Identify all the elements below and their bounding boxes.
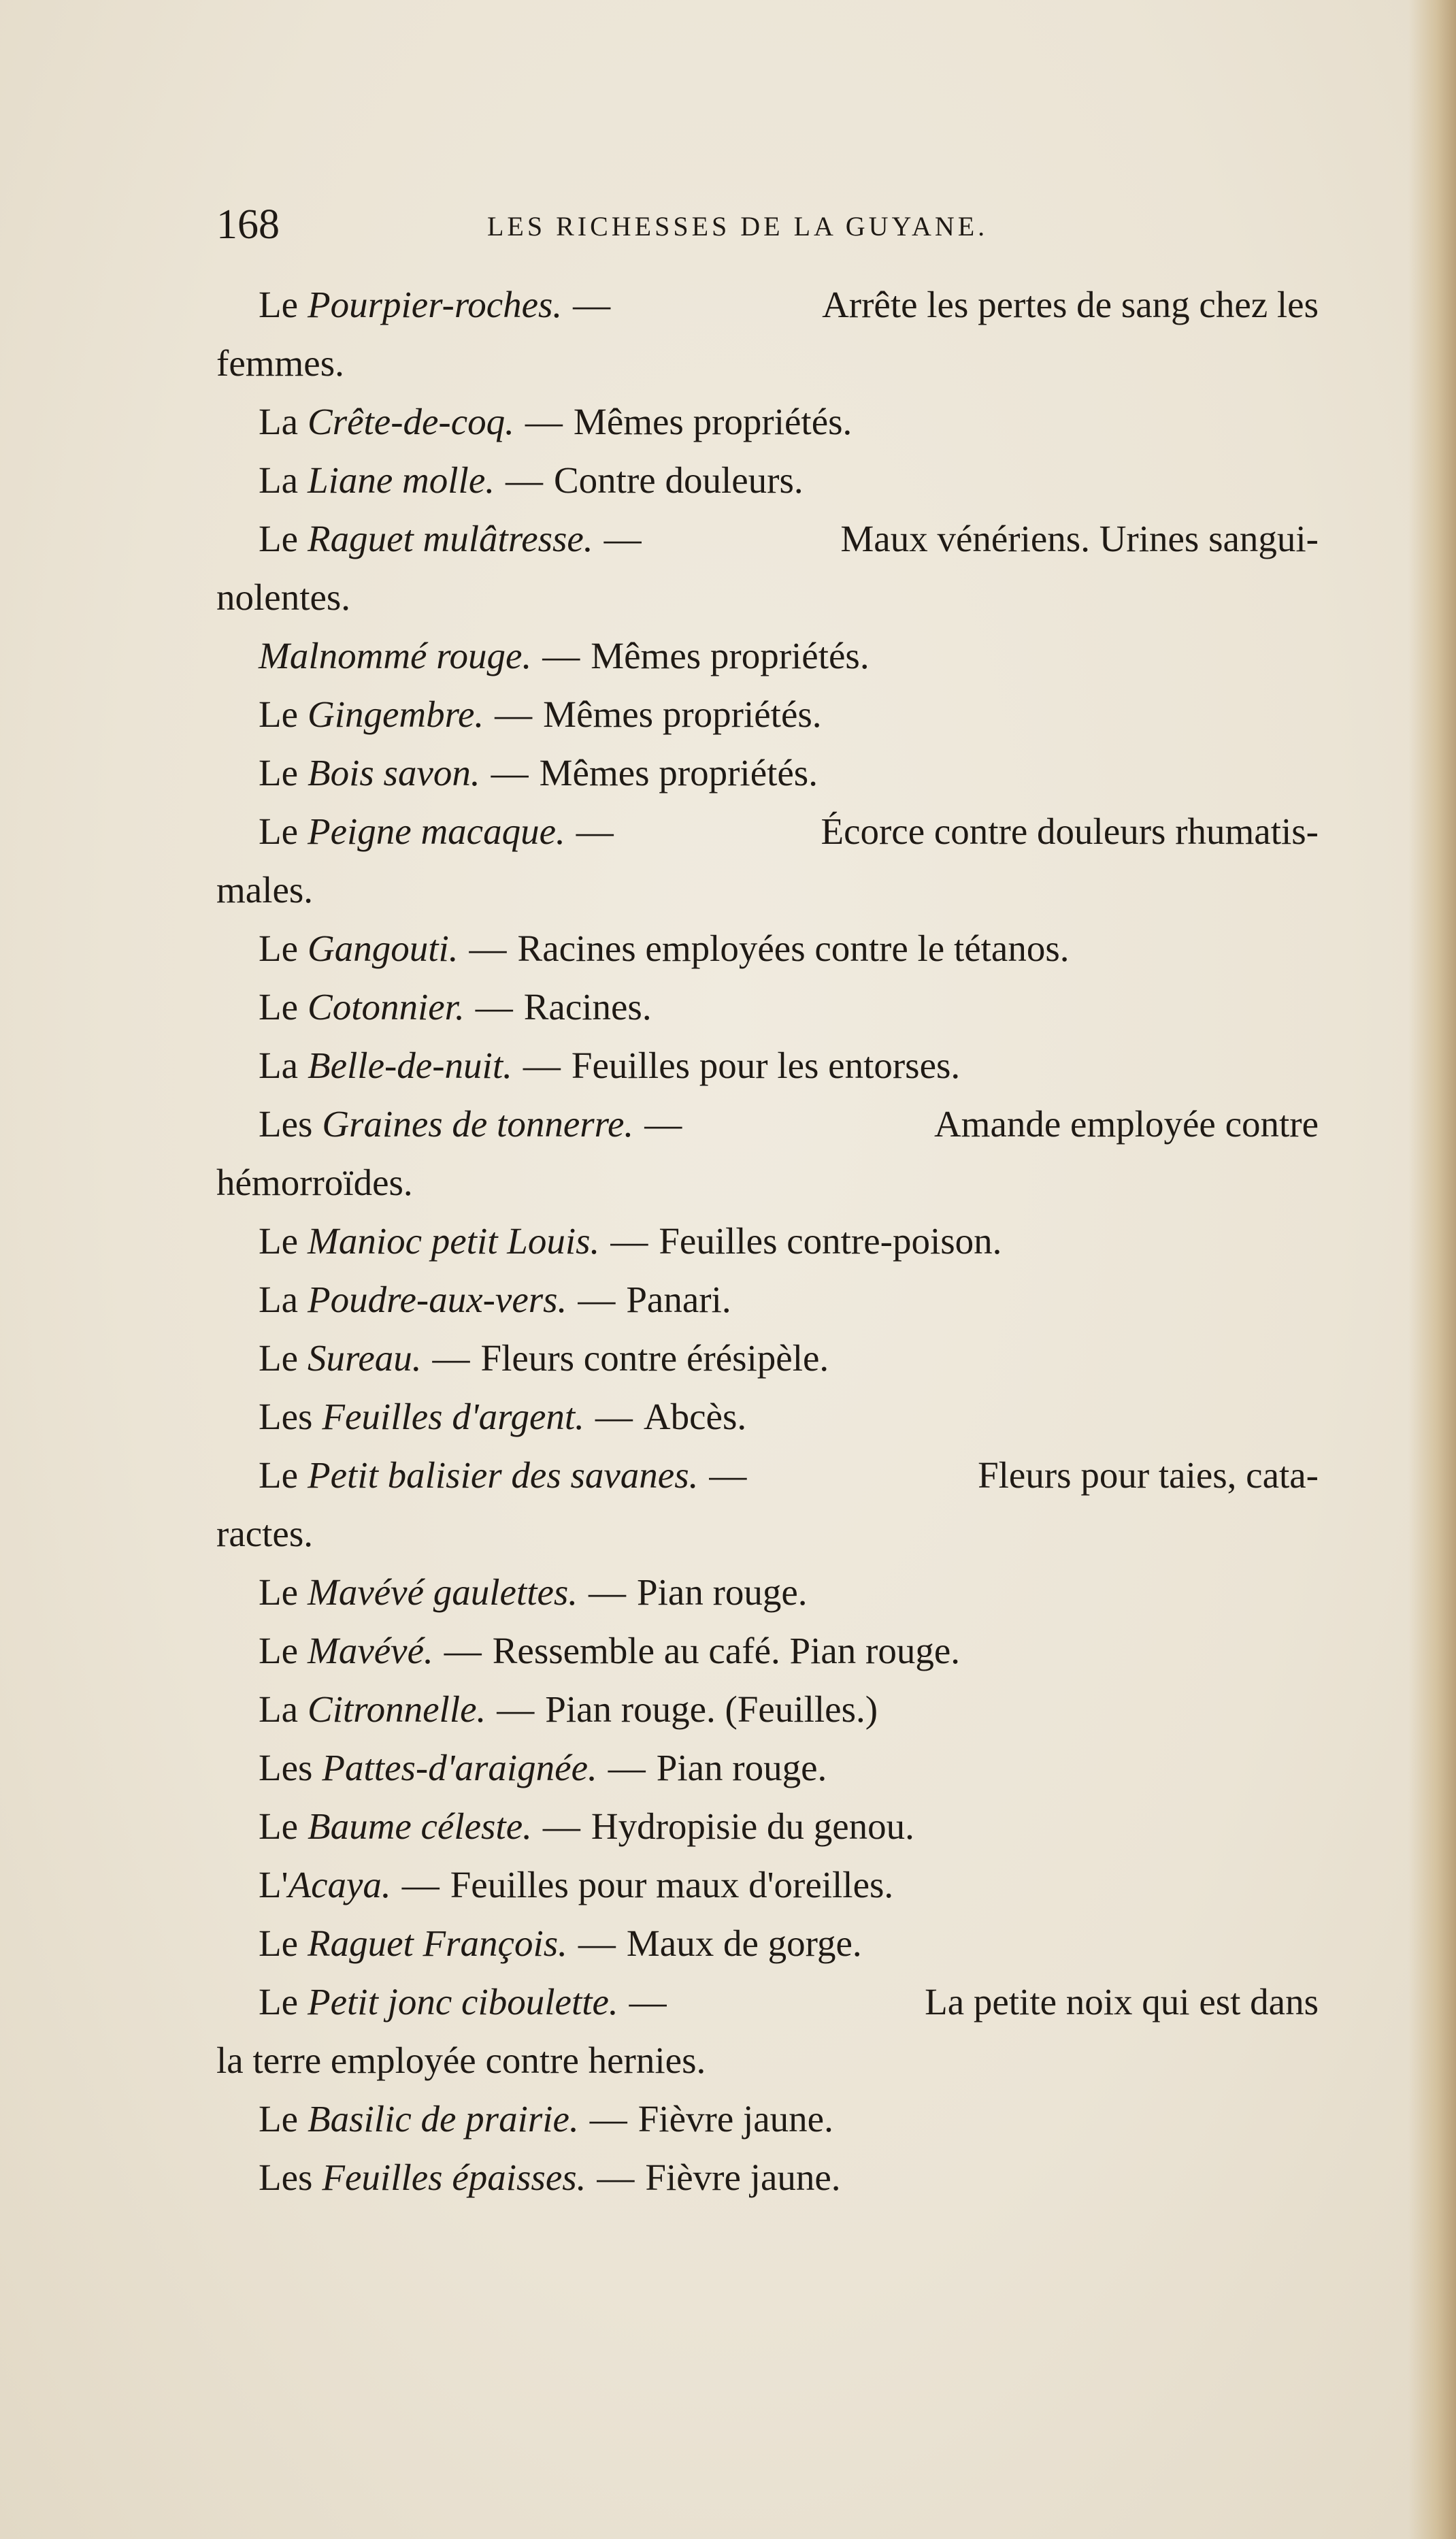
entry-line: Le Raguet François. — Maux de gorge.: [259, 1922, 862, 1964]
remedy-entry: [216, 1212, 1319, 1271]
remedy-entry: [216, 1973, 1319, 2090]
entry-description: Abcès.: [643, 1396, 747, 1437]
remedy-entry: [216, 1622, 1319, 1680]
entry-description: Pian rouge.: [656, 1747, 827, 1788]
plant-name: Citronnelle.: [308, 1688, 486, 1730]
plant-name: Graines de tonnerre.: [322, 1103, 634, 1145]
entry-description: Panari.: [626, 1279, 731, 1320]
plant-name: Acaya.: [288, 1864, 391, 1905]
remedy-entry: [216, 276, 1319, 393]
entry-description: Maux de gorge.: [626, 1922, 862, 1964]
entry-description: Racines employées contre le tétanos.: [517, 928, 1070, 969]
remedy-entry: [216, 1271, 1319, 1329]
entry-article: Les: [259, 2157, 313, 2198]
entry-article: Le: [259, 518, 299, 559]
remedy-entry: [216, 1797, 1319, 1856]
plant-name: Bois savon.: [308, 752, 480, 793]
remedy-entry: [216, 685, 1319, 744]
plant-name: Sureau.: [308, 1337, 422, 1379]
plant-name: Belle-de-nuit.: [308, 1045, 512, 1086]
plant-name: Crête-de-coq.: [308, 401, 514, 442]
plant-name: Baume céleste.: [308, 1805, 532, 1847]
plant-name: Gangouti.: [308, 928, 459, 969]
plant-name: Petit jonc ciboulette.: [308, 1981, 618, 2022]
entry-line: Le Gingembre. — Mêmes propriétés.: [259, 693, 822, 735]
entry-description: Fleurs pour taies, cata-: [978, 1454, 1319, 1496]
entry-description: Écorce contre douleurs rhumatis-: [821, 810, 1319, 852]
entry-article: Le: [259, 1571, 299, 1613]
entry-line: Le Manioc petit Louis. — Feuilles contre-poison.: [259, 1220, 1002, 1262]
plant-name: Pourpier-roches.: [308, 284, 563, 325]
plant-name: Feuilles d'argent.: [322, 1396, 584, 1437]
entry-description: Amande employée contre: [933, 1103, 1319, 1145]
entry-description: Mêmes propriétés.: [543, 693, 822, 735]
remedy-entry: [216, 1329, 1319, 1388]
entry-continuation: hémorroïdes.: [216, 1162, 413, 1203]
plant-name: Manioc petit Louis.: [308, 1220, 600, 1262]
entry-line: La Poudre-aux-vers. — Panari.: [259, 1279, 731, 1320]
entry-continuation: males.: [216, 869, 314, 911]
entry-article: Le: [259, 1922, 299, 1964]
remedy-entry: [216, 2148, 1319, 2207]
entry-line: La Crête-de-coq. — Mêmes propriétés.: [259, 401, 853, 442]
entry-article: Le: [259, 1981, 299, 2022]
plant-name: Cotonnier.: [308, 986, 465, 1028]
entry-line: Le Mavévé. — Ressemble au café. Pian rouge.: [259, 1630, 960, 1671]
entry-continuation: nolentes.: [216, 576, 351, 618]
entry-article: Le: [259, 1454, 299, 1496]
remedy-entry: [216, 1680, 1319, 1739]
remedy-entry: [216, 627, 1319, 685]
entry-description: Feuilles pour maux d'oreilles.: [450, 1864, 894, 1905]
remedy-entry: [216, 1739, 1319, 1797]
entry-description: Pian rouge. (Feuilles.): [545, 1688, 878, 1730]
entry-line: Le Cotonnier. — Racines.: [259, 986, 652, 1028]
entry-line: Les Graines de tonnerre. — Amande employée contre: [216, 1095, 1319, 1153]
plant-name: Mavévé.: [308, 1630, 433, 1671]
running-title: LES RICHESSES DE LA GUYANE.: [487, 211, 989, 242]
entry-description: Fleurs contre érésipèle.: [480, 1337, 829, 1379]
plant-name: Poudre-aux-vers.: [308, 1279, 567, 1320]
entry-line: Les Pattes-d'araignée. — Pian rouge.: [259, 1747, 827, 1788]
entry-line: Le Bois savon. — Mêmes propriétés.: [259, 752, 818, 793]
entry-description: Mêmes propriétés.: [573, 401, 853, 442]
entry-article: La: [259, 1045, 299, 1086]
entry-line: La Belle-de-nuit. — Feuilles pour les entorses.: [259, 1045, 961, 1086]
entry-description: Feuilles contre-poison.: [659, 1220, 1002, 1262]
entry-line: Le Basilic de prairie. — Fièvre jaune.: [259, 2098, 833, 2140]
entry-line: Le Baume céleste. — Hydropisie du genou.: [259, 1805, 914, 1847]
page-number: 168: [216, 201, 280, 248]
entry-article: Le: [259, 1337, 299, 1379]
entry-line: Le Peigne macaque. — Écorce contre douleurs rhumatis-: [216, 802, 1319, 861]
entry-article: Le: [259, 1805, 299, 1847]
remedy-entry: [216, 978, 1319, 1036]
entry-article: La: [259, 401, 299, 442]
plant-name: Peigne macaque.: [308, 810, 565, 852]
remedy-list: [216, 276, 1319, 2207]
remedy-entry: [216, 1563, 1319, 1622]
entry-article: Les: [259, 1396, 313, 1437]
remedy-entry: [216, 451, 1319, 510]
entry-line: Les Feuilles d'argent. — Abcès.: [259, 1396, 747, 1437]
entry-line: Les Feuilles épaisses. — Fièvre jaune.: [259, 2157, 841, 2198]
entry-article: Le: [259, 752, 299, 793]
entry-article: Les: [259, 1103, 313, 1145]
plant-name: Pattes-d'araignée.: [322, 1747, 597, 1788]
entry-description: Pian rouge.: [637, 1571, 808, 1613]
entry-description: Mêmes propriétés.: [539, 752, 818, 793]
entry-article: La: [259, 459, 299, 501]
entry-description: Fièvre jaune.: [638, 2098, 833, 2140]
remedy-entry: [216, 1036, 1319, 1095]
entry-line: L'Acaya. — Feuilles pour maux d'oreilles.: [259, 1864, 894, 1905]
plant-name: Gingembre.: [308, 693, 484, 735]
remedy-entry: [216, 919, 1319, 978]
plant-name: Raguet mulâtresse.: [308, 518, 593, 559]
entry-description: Feuilles pour les entorses.: [571, 1045, 961, 1086]
entry-description: Maux vénériens. Urines sangui-: [840, 518, 1319, 559]
entry-continuation: femmes.: [216, 342, 344, 384]
entry-article: Le: [259, 693, 299, 735]
entry-description: Contre douleurs.: [554, 459, 804, 501]
entry-continuation: ractes.: [216, 1513, 313, 1554]
entry-line: Le Petit jonc ciboulette. — La petite noix qui est dans: [216, 1973, 1319, 2031]
entry-line: Le Sureau. — Fleurs contre érésipèle.: [259, 1337, 829, 1379]
remedy-entry: [216, 1856, 1319, 1914]
entry-line: Le Raguet mulâtresse. — Maux vénériens. Urines sangui-: [216, 510, 1319, 568]
entry-article: Le: [259, 986, 299, 1028]
entry-line: Malnommé rouge. — Mêmes propriétés.: [259, 635, 870, 676]
entry-line: Le Gangouti. — Racines employées contre le tétanos.: [259, 928, 1070, 969]
entry-continuation: la terre employée contre hernies.: [216, 2040, 706, 2081]
page-edge-shadow: [1408, 0, 1456, 2539]
entry-article: Le: [259, 928, 299, 969]
entry-description: Racines.: [523, 986, 652, 1028]
entry-article: La: [259, 1688, 299, 1730]
entry-article: Le: [259, 284, 299, 325]
page-header: [216, 197, 1033, 252]
remedy-entry: [216, 1095, 1319, 1212]
entry-description: Mêmes propriétés.: [591, 635, 870, 676]
entry-description: Hydropisie du genou.: [591, 1805, 914, 1847]
entry-article: La: [259, 1279, 299, 1320]
entry-description: Fièvre jaune.: [645, 2157, 841, 2198]
entry-line: La Liane molle. — Contre douleurs.: [259, 459, 804, 501]
entry-description: Arrête les pertes de sang chez les: [822, 284, 1319, 325]
entry-article: Le: [259, 810, 299, 852]
plant-name: Raguet François.: [308, 1922, 567, 1964]
remedy-entry: [216, 393, 1319, 451]
plant-name: Malnommé rouge.: [259, 635, 532, 676]
remedy-entry: [216, 744, 1319, 802]
entry-line: La Citronnelle. — Pian rouge. (Feuilles.): [259, 1688, 878, 1730]
remedy-entry: [216, 802, 1319, 919]
entry-line: Le Petit balisier des savanes. — Fleurs pour taies, cata-: [216, 1446, 1319, 1505]
remedy-entry: [216, 510, 1319, 627]
entry-article: Les: [259, 1747, 313, 1788]
entry-line: Le Pourpier-roches. — Arrête les pertes de sang chez les: [216, 276, 1319, 334]
plant-name: Petit balisier des savanes.: [308, 1454, 699, 1496]
plant-name: Basilic de prairie.: [308, 2098, 579, 2140]
remedy-entry: [216, 1914, 1319, 1973]
entry-description: Ressemble au café. Pian rouge.: [492, 1630, 960, 1671]
remedy-entry: [216, 1388, 1319, 1446]
entry-article: Le: [259, 1220, 299, 1262]
plant-name: Mavévé gaulettes.: [308, 1571, 578, 1613]
entry-article: L': [259, 1864, 288, 1905]
plant-name: Liane molle.: [308, 459, 495, 501]
entry-article: Le: [259, 1630, 299, 1671]
remedy-entry: [216, 1446, 1319, 1563]
entry-description: La petite noix qui est dans: [925, 1981, 1319, 2022]
entry-line: Le Mavévé gaulettes. — Pian rouge.: [259, 1571, 808, 1613]
remedy-entry: [216, 2090, 1319, 2148]
plant-name: Feuilles épaisses.: [322, 2157, 586, 2198]
entry-article: Le: [259, 2098, 299, 2140]
